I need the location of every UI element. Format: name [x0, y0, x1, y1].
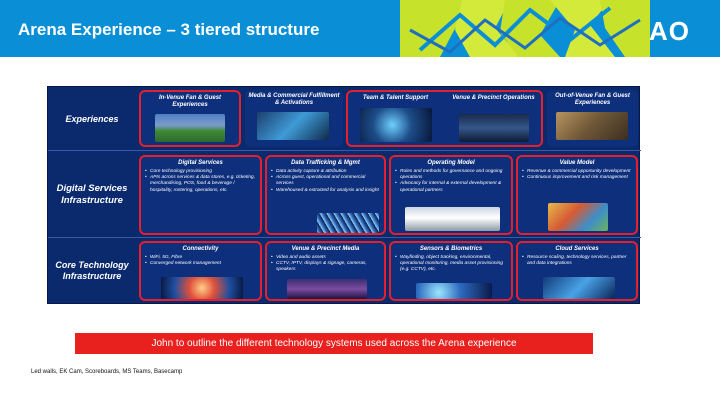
cell-value-model [516, 155, 638, 235]
bullet-item: • Resource scaling, technology services, partner and data integrations [522, 255, 632, 267]
bullet-item: • Core technology provisioning [145, 169, 256, 175]
cell-title: In-Venue Fan & Guest Experiences [158, 95, 222, 108]
bullet-list [391, 168, 511, 195]
bullet-item: • Revenue & commercial opportunity development [522, 169, 632, 175]
cell-team-venue-group [346, 90, 543, 147]
bullet-list [518, 168, 636, 182]
cloud-image [543, 277, 615, 299]
row-label: Experiences [65, 113, 119, 124]
cell-title: Connectivity [182, 246, 219, 252]
header-bar [0, 0, 720, 57]
bullet-list [267, 168, 384, 195]
cell-title: Venue & Precinct Operations [452, 95, 535, 101]
cell-media-commercial [245, 90, 343, 147]
row-label: Core Technology Infrastructure [55, 260, 129, 281]
bullet-item: • Video and audio assets [271, 255, 380, 261]
bullet-item: • Roles and methods for governance and ongoing operations [395, 169, 507, 181]
bullet-item: • Warehoused & extracted for analysis and insight [271, 188, 380, 194]
cell-title: Data Trafficking & Mgmt [291, 160, 360, 166]
bullet-item: • Data activity capture & attribution [271, 169, 380, 175]
cell-data-trafficking [265, 155, 386, 235]
cell-title: Venue & Precinct Media [291, 246, 360, 252]
cell-sensors-biometrics [389, 241, 513, 301]
row-experiences [48, 87, 641, 151]
bullet-item: • Across guest, operational and commercial services [271, 175, 380, 187]
cell-operating-model [389, 155, 513, 235]
cell-digital-services [139, 155, 262, 235]
cell-title: Cloud Services [555, 246, 599, 252]
row-label: Digital Services Infrastructure [56, 183, 128, 206]
bullet-list [141, 254, 260, 268]
cell-title: Media & Commercial Fulfillment & Activations [248, 93, 340, 106]
ao-logo: AO [649, 16, 690, 46]
row-digital-services [48, 151, 641, 238]
row-core-technology [48, 238, 641, 304]
train-image [405, 207, 500, 231]
footnote: Led walls, EK Cam, Scoreboards, MS Teams, Basecamp [31, 369, 183, 375]
page-title: Arena Experience – 3 tiered structure [18, 20, 320, 39]
cell-title: Out-of-Venue Fan & Guest Experiences [555, 93, 630, 106]
cell-title: Digital Services [178, 160, 223, 166]
bullet-list [391, 254, 511, 275]
cell-title: Sensors & Biometrics [419, 246, 483, 252]
stadium-image [155, 114, 225, 142]
bullet-item: • Wayfinding, object tracking, environmental, operational monitoring, media asset provisioning (e.g. CCTV), etc. [395, 255, 507, 274]
bullet-item: • APIs across services & data stores, e.g. ticketing, merchandising, POS, food & beverage / hospitality, rostering, operations, etc. [145, 175, 256, 194]
decorative-graphic [400, 0, 650, 57]
data-flow-image [317, 213, 379, 233]
value-blocks-image [548, 203, 608, 231]
lounge-image [556, 112, 628, 140]
tier-diagram [47, 86, 640, 304]
bullet-list [267, 254, 384, 275]
cell-out-of-venue [547, 90, 638, 147]
bullet-list [141, 168, 260, 195]
control-room-image [459, 114, 529, 142]
bullet-item: • Continuous improvement and risk management [522, 175, 632, 181]
cell-cloud-services [516, 241, 638, 301]
bullet-item: • Converged network management [145, 261, 256, 267]
speaker-note-banner: John to outline the different technology systems used across the Arena experience [75, 333, 593, 354]
cell-connectivity [139, 241, 262, 301]
cell-title: Team & Talent Support [362, 95, 429, 101]
cell-venue-media [265, 241, 386, 301]
cell-title: Value Model [559, 160, 595, 166]
media-wall-image [287, 279, 367, 299]
athlete-image [360, 108, 432, 142]
bullet-item: • WiFi, 5G, Fibre [145, 255, 256, 261]
media-studio-image [257, 112, 329, 140]
fibre-image [161, 277, 243, 299]
bullet-list [518, 254, 636, 268]
cell-in-venue-experiences [139, 90, 241, 147]
cell-title: Operating Model [427, 160, 475, 166]
sensor-image [416, 283, 492, 299]
bullet-item: • CCTV, IPTV, displays & signage, cameras, speakers [271, 261, 380, 273]
bullet-item: • Advocacy for internal & external development & operational partners [395, 181, 507, 193]
